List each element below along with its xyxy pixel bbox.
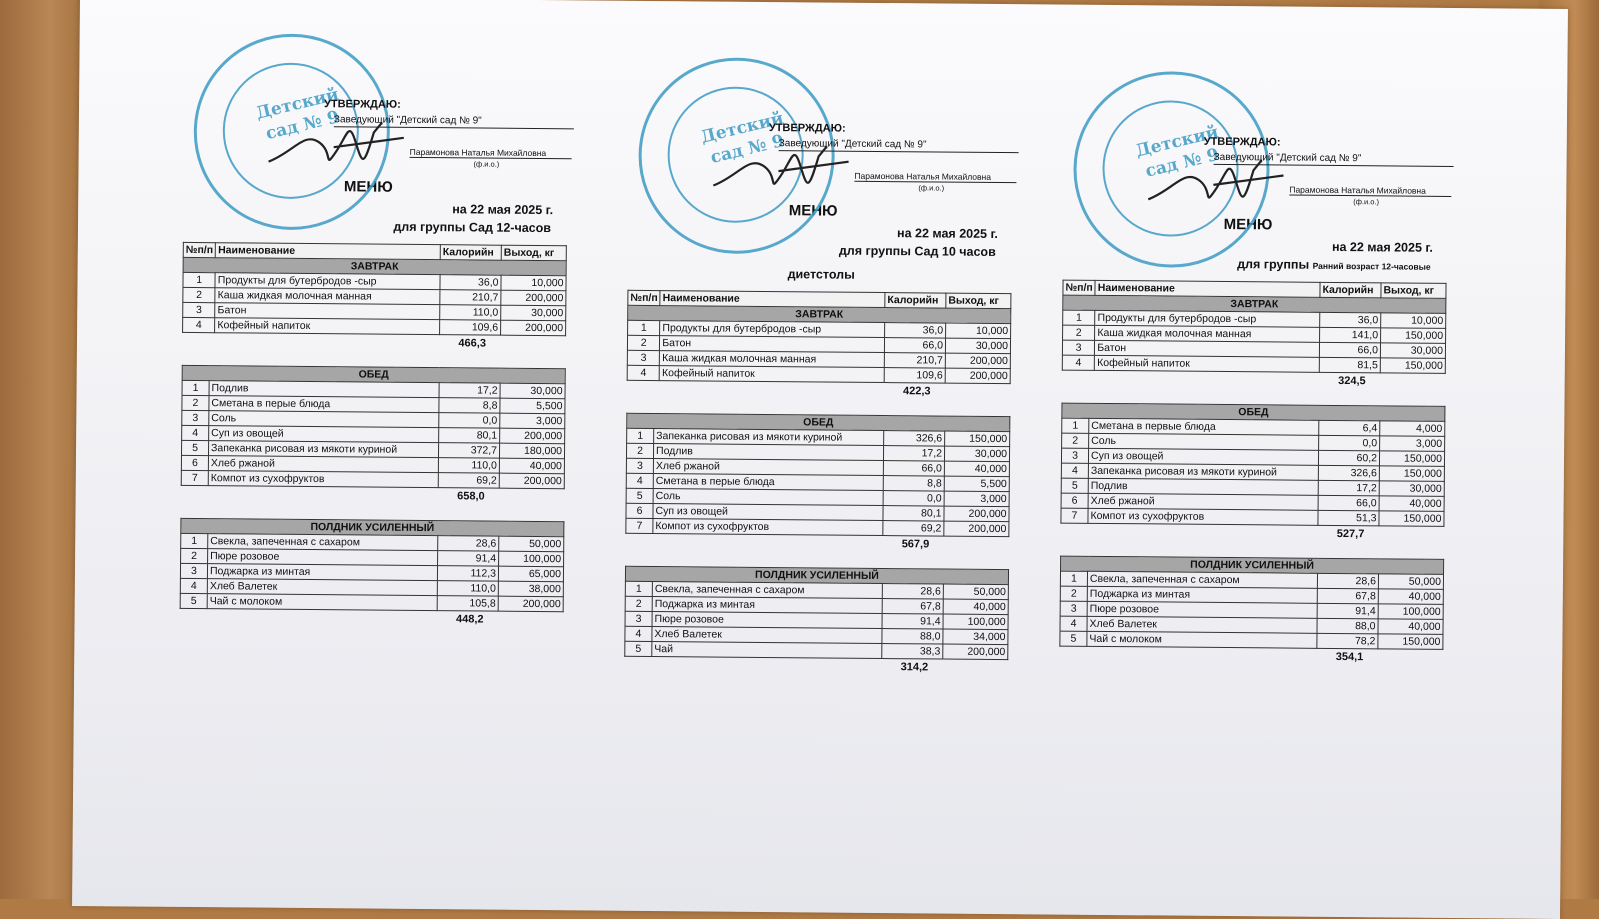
item-calories: 66,0: [1318, 495, 1379, 511]
item-name: Продукты для бутербродов -сыр: [1095, 310, 1320, 327]
col-cal-header: Калорийн: [1320, 282, 1381, 298]
item-name: Сметана в первые блюда: [1089, 418, 1319, 435]
item-calories: 110,0: [438, 458, 499, 474]
signer-name: Парамонова Наталья Михайловна: [410, 147, 572, 159]
item-name: Кофейный напиток: [659, 366, 884, 383]
signature-icon: [708, 135, 859, 196]
section-title: ПОЛДНИК УСИЛЕННЫЙ: [625, 566, 1008, 584]
section-total: 314,2: [900, 661, 929, 674]
item-output: 30,000: [1380, 343, 1445, 359]
menu-sheet: [72, 0, 1568, 919]
signature-icon: [1143, 149, 1294, 210]
item-number: 1: [625, 581, 652, 596]
item-number: 2: [625, 596, 652, 611]
group-prefix: для группы: [1237, 257, 1310, 272]
item-output: 200,000: [944, 506, 1009, 522]
item-name: Батон: [660, 336, 885, 353]
item-output: 150,000: [945, 431, 1010, 447]
item-name: Продукты для бутербродов -сыр: [215, 273, 440, 290]
item-name: Батон: [215, 303, 440, 320]
group-name: Сад 10 часов: [914, 244, 996, 260]
section-total: 658,0: [457, 490, 485, 503]
wooden-table-left: [0, 0, 84, 899]
item-number: 2: [181, 548, 208, 563]
item-output: 5,500: [944, 476, 1009, 492]
table-row: [181, 470, 564, 488]
item-calories: 66,0: [884, 338, 945, 354]
item-name: Батон: [1095, 340, 1320, 357]
item-name: Сметана в перые блюда: [209, 396, 439, 413]
item-calories: 51,3: [1318, 510, 1379, 526]
item-calories: 210,7: [884, 353, 945, 369]
item-calories: 141,0: [1320, 327, 1381, 343]
col-cal-header: Калорийн: [440, 245, 501, 261]
group-name: Ранний возраст 12-часовые: [1312, 260, 1431, 272]
item-number: 7: [181, 470, 208, 485]
item-number: 1: [1063, 310, 1095, 325]
item-name: Соль: [1089, 433, 1319, 450]
table-row: [625, 641, 1008, 659]
item-number: 2: [182, 395, 209, 410]
item-output: 30,000: [945, 338, 1010, 354]
item-number: 4: [1061, 463, 1088, 478]
item-calories: 6,4: [1319, 420, 1380, 436]
item-calories: 28,6: [882, 584, 943, 600]
menu-table-2: [1060, 403, 1445, 527]
table-row: [180, 593, 563, 611]
item-output: 40,000: [1378, 589, 1443, 605]
item-calories: 372,7: [438, 443, 499, 459]
item-output: 50,000: [943, 584, 1008, 600]
item-name: Свекла, запеченная с сахаром: [208, 534, 438, 551]
item-number: 1: [181, 533, 208, 548]
item-calories: 60,2: [1318, 450, 1379, 466]
item-name: Поджарка из минтая: [652, 597, 882, 614]
item-number: 1: [628, 320, 660, 335]
item-number: 4: [1060, 616, 1087, 631]
item-calories: 78,2: [1317, 633, 1378, 649]
col-name-header: Наименование: [660, 291, 885, 308]
approve-label: УТВЕРЖДАЮ:: [324, 98, 401, 111]
stamp-text: Детский сад № 9: [1133, 122, 1221, 182]
item-name: Соль: [653, 489, 883, 506]
section-total: 448,2: [455, 613, 484, 626]
item-number: 4: [182, 425, 209, 440]
item-calories: 67,8: [1317, 588, 1378, 604]
item-number: 6: [181, 455, 208, 470]
item-number: 1: [627, 428, 654, 443]
item-name: Свекла, запеченная с сахаром: [1087, 571, 1317, 588]
item-name: Каша жидкая молочная манная: [215, 288, 440, 305]
item-output: 38,000: [498, 581, 563, 597]
approval-header: [628, 51, 1029, 204]
item-name: Хлеб Валетек: [207, 579, 437, 596]
menu-table-3: [180, 518, 565, 612]
item-output: 200,000: [945, 368, 1010, 384]
group-name: Сад 12-часов: [468, 220, 552, 236]
item-number: 1: [1060, 571, 1087, 586]
head-label: Заведующий "Детский сад № 9": [779, 138, 1019, 153]
menu-date: на 22 мая 2025 г.: [452, 202, 554, 218]
col-out-header: Выход, кг: [1381, 283, 1446, 299]
item-number: 5: [1061, 478, 1088, 493]
col-out-header: Выход, кг: [501, 245, 566, 261]
item-number: 3: [182, 410, 209, 425]
col-name-header: Наименование: [216, 243, 441, 260]
group-subtitle: диетстолы: [787, 267, 855, 282]
col-num-header: №п/п: [183, 242, 215, 257]
item-calories: 110,0: [437, 581, 498, 597]
approve-label: УТВЕРЖДАЮ:: [768, 122, 846, 135]
item-number: 1: [1062, 418, 1089, 433]
item-number: 2: [183, 287, 215, 302]
item-output: 150,000: [1381, 328, 1446, 344]
item-number: 1: [183, 272, 215, 287]
item-output: 50,000: [499, 536, 564, 552]
item-calories: 66,0: [883, 461, 944, 477]
menu-table-2: [625, 413, 1010, 537]
item-number: 6: [1061, 493, 1088, 508]
item-number: 2: [1063, 325, 1095, 340]
item-name: Запеканка рисовая из мякоти куриной: [208, 441, 438, 458]
item-calories: 91,4: [882, 614, 943, 630]
item-name: Продукты для бутербродов -сыр: [660, 321, 885, 338]
item-calories: 36,0: [440, 275, 501, 291]
menu-table-1: [182, 242, 567, 336]
item-name: Каша жидкая молочная манная: [1095, 325, 1320, 342]
item-name: Запеканка рисовая из мякоти куриной: [654, 429, 884, 446]
col-name-header: Наименование: [1095, 280, 1320, 297]
item-calories: 91,4: [1317, 603, 1378, 619]
table-row: [1061, 508, 1444, 526]
item-output: 200,000: [945, 353, 1010, 369]
col-cal-header: Калорийн: [885, 293, 946, 309]
col-num-header: №п/п: [628, 290, 660, 305]
item-calories: 8,8: [883, 476, 944, 492]
item-number: 3: [625, 611, 652, 626]
item-output: 200,000: [943, 644, 1008, 660]
item-number: 2: [626, 443, 653, 458]
item-output: 3,000: [500, 413, 565, 429]
item-output: 200,000: [944, 521, 1009, 537]
item-output: 150,000: [1379, 466, 1444, 482]
item-name: Суп из овощей: [1088, 448, 1318, 465]
item-output: 40,000: [1378, 619, 1443, 635]
item-name: Подлив: [1088, 478, 1318, 495]
item-calories: 36,0: [1320, 312, 1381, 328]
item-output: 100,000: [1378, 604, 1443, 620]
group-prefix: для группы: [393, 219, 466, 235]
item-calories: 66,0: [1319, 342, 1380, 358]
item-number: 2: [1062, 433, 1089, 448]
item-name: Компот из сухофруктов: [1088, 508, 1318, 525]
item-output: 40,000: [943, 599, 1008, 615]
menu-table-2: [181, 365, 566, 489]
head-label: Заведующий "Детский сад № 9": [334, 114, 574, 129]
menu-column-3: [1059, 65, 1464, 664]
item-name: Чай с молоком: [1087, 631, 1317, 648]
item-name: Пюре розовое: [652, 612, 882, 629]
item-name: Кофейный напиток: [1095, 355, 1320, 372]
item-calories: 80,1: [883, 506, 944, 522]
item-calories: 36,0: [885, 323, 946, 339]
item-number: 3: [180, 563, 207, 578]
menu-column-2: [624, 51, 1029, 674]
item-calories: 69,2: [438, 473, 499, 489]
item-output: 30,000: [501, 305, 566, 321]
item-number: 4: [626, 473, 653, 488]
item-name: Подлив: [653, 444, 883, 461]
item-name: Хлеб ржаной: [208, 456, 438, 473]
item-name: Чай: [652, 642, 882, 659]
menu-title: МЕНЮ: [1223, 215, 1273, 234]
item-number: 5: [1060, 631, 1087, 646]
table-row: [1060, 631, 1443, 649]
item-number: 1: [182, 380, 209, 395]
signer-name: Парамонова Наталья Михайловна: [854, 171, 1016, 183]
stamp-text: Детский сад № 9: [698, 108, 787, 168]
item-number: 4: [180, 578, 207, 593]
menu-table-3: [624, 566, 1009, 660]
section-total: 422,3: [902, 385, 931, 398]
item-output: 10,000: [1381, 313, 1446, 329]
item-calories: 0,0: [883, 491, 944, 507]
stamp-text: Детский сад № 9: [254, 84, 342, 145]
item-number: 4: [625, 626, 652, 641]
item-name: Компот из сухофруктов: [208, 471, 438, 488]
item-output: 50,000: [1378, 574, 1443, 590]
item-calories: 326,6: [1318, 465, 1379, 481]
table-row: [626, 518, 1009, 536]
group-line: [183, 218, 583, 235]
item-name: Поджарка из минтая: [207, 564, 437, 581]
item-output: 10,000: [501, 275, 566, 291]
item-output: 3,000: [944, 491, 1009, 507]
item-number: 5: [181, 440, 208, 455]
item-name: Соль: [209, 411, 439, 428]
item-name: Хлеб Валетек: [1087, 616, 1317, 633]
section-title: ЗАВТРАК: [628, 305, 1011, 323]
item-calories: 109,6: [884, 368, 945, 384]
menu-date: на 22 мая 2025 г.: [897, 226, 999, 242]
section-title: ОБЕД: [182, 365, 565, 383]
item-number: 7: [626, 518, 653, 533]
item-calories: 210,7: [440, 290, 501, 306]
item-output: 100,000: [499, 551, 564, 567]
item-calories: 8,8: [439, 398, 500, 414]
item-calories: 38,3: [882, 644, 943, 660]
item-number: 2: [1060, 586, 1087, 601]
item-name: Компот из сухофруктов: [653, 519, 883, 536]
item-calories: 17,2: [439, 383, 500, 399]
item-name: Запеканка рисовая из мякоти куриной: [1088, 463, 1318, 480]
item-name: Пюре розовое: [208, 549, 438, 566]
item-number: 4: [627, 365, 659, 380]
col-num-header: №п/п: [1063, 280, 1095, 295]
menu-table-3: [1059, 556, 1444, 650]
item-name: Хлеб Валетек: [652, 627, 882, 644]
item-number: 3: [1061, 448, 1088, 463]
item-number: 3: [1060, 601, 1087, 616]
item-number: 5: [626, 488, 653, 503]
signature-icon: [263, 112, 414, 173]
item-output: 40,000: [499, 458, 564, 474]
item-output: 150,000: [1378, 634, 1443, 650]
fio-label: (ф.и.о.): [918, 183, 945, 193]
item-number: 7: [1061, 508, 1088, 523]
section-total: 354,1: [1335, 650, 1364, 664]
section-total: 466,3: [458, 337, 487, 350]
item-name: Пюре розовое: [1087, 601, 1317, 618]
group-line: [1063, 256, 1463, 273]
item-calories: 17,2: [883, 446, 944, 462]
signer-name: Парамонова Наталья Михайловна: [1289, 185, 1451, 197]
item-name: Подлив: [209, 381, 439, 398]
item-output: 150,000: [1379, 511, 1444, 527]
item-calories: 110,0: [440, 305, 501, 321]
item-calories: 112,3: [437, 566, 498, 582]
item-number: 3: [626, 458, 653, 473]
col-out-header: Выход, кг: [946, 293, 1011, 309]
item-output: 200,000: [501, 320, 566, 336]
fio-label: (ф.и.о.): [473, 159, 500, 169]
item-calories: 105,8: [437, 596, 498, 612]
item-name: Свекла, запеченная с сахаром: [652, 582, 882, 599]
item-calories: 17,2: [1318, 480, 1379, 496]
item-name: Хлеб ржаной: [1088, 493, 1318, 510]
item-name: Каша жидкая молочная манная: [660, 351, 885, 368]
item-output: 4,000: [1380, 421, 1445, 437]
item-name: Чай с молоком: [207, 594, 437, 611]
item-name: Хлеб ржаной: [653, 459, 883, 476]
table-row: [627, 365, 1010, 383]
item-name: Поджарка из минтая: [1087, 586, 1317, 603]
item-name: Суп из овощей: [653, 504, 883, 521]
menu-table-1: [627, 290, 1012, 384]
item-output: 200,000: [498, 596, 563, 612]
item-output: 200,000: [501, 290, 566, 306]
item-calories: 0,0: [1319, 435, 1380, 451]
item-output: 34,000: [943, 629, 1008, 645]
item-calories: 81,5: [1319, 357, 1380, 373]
table-row: [1062, 355, 1445, 373]
item-calories: 28,6: [438, 536, 499, 552]
item-calories: 67,8: [882, 599, 943, 615]
group-line: [628, 242, 1028, 259]
item-calories: 88,0: [882, 629, 943, 645]
item-name: Суп из овощей: [209, 426, 439, 443]
item-calories: 28,6: [1317, 573, 1378, 589]
item-output: 30,000: [944, 446, 1009, 462]
menu-table-1: [1062, 280, 1447, 374]
section-title: ОБЕД: [1062, 403, 1445, 421]
head-label: Заведующий "Детский сад № 9": [1214, 152, 1454, 167]
menu-title: МЕНЮ: [788, 202, 838, 220]
item-number: 2: [627, 335, 659, 350]
item-calories: 109,6: [440, 320, 501, 336]
item-calories: 69,2: [883, 521, 944, 537]
item-calories: 326,6: [884, 431, 945, 447]
menu-tables: [1059, 280, 1462, 664]
section-title: ПОЛДНИК УСИЛЕННЫЙ: [1061, 556, 1444, 574]
menu-tables: [624, 290, 1027, 674]
item-output: 65,000: [498, 566, 563, 582]
item-name: Кофейный напиток: [215, 318, 440, 335]
item-output: 40,000: [944, 461, 1009, 477]
section-title: ЗАВТРАК: [1063, 295, 1446, 313]
section-total: 324,5: [1338, 374, 1366, 388]
item-output: 30,000: [1379, 481, 1444, 497]
item-output: 5,500: [500, 398, 565, 414]
item-number: 5: [180, 593, 207, 608]
item-number: 3: [627, 350, 659, 365]
item-output: 200,000: [500, 428, 565, 444]
approve-label: УТВЕРЖДАЮ:: [1203, 135, 1281, 149]
item-number: 3: [1062, 340, 1094, 355]
menu-column-1: [180, 27, 585, 626]
item-number: 4: [1062, 355, 1094, 370]
item-number: 4: [183, 317, 215, 332]
fio-label: (ф.и.о.): [1353, 197, 1380, 207]
item-output: 30,000: [500, 383, 565, 399]
table-row: [183, 317, 566, 335]
item-output: 180,000: [499, 443, 564, 459]
section-title: ЗАВТРАК: [183, 257, 566, 275]
item-output: 40,000: [1379, 496, 1444, 512]
item-output: 100,000: [943, 614, 1008, 630]
menu-date: на 22 мая 2025 г.: [1331, 239, 1433, 255]
item-number: 3: [183, 302, 215, 317]
item-output: 3,000: [1380, 436, 1445, 452]
item-output: 200,000: [499, 473, 564, 489]
item-calories: 0,0: [439, 413, 500, 429]
item-output: 10,000: [946, 323, 1011, 339]
menu-title: МЕНЮ: [343, 178, 393, 196]
section-total: 567,9: [901, 538, 930, 551]
item-name: Сметана в перые блюда: [653, 474, 883, 491]
section-title: ОБЕД: [627, 413, 1010, 431]
item-output: 150,000: [1379, 451, 1444, 467]
section-total: 527,7: [1336, 527, 1365, 541]
approval-header: [183, 27, 584, 180]
section-title: ПОЛДНИК УСИЛЕННЫЙ: [181, 518, 564, 536]
item-output: 150,000: [1380, 358, 1445, 374]
item-calories: 80,1: [439, 428, 500, 444]
group-prefix: для группы: [838, 243, 911, 259]
item-calories: 91,4: [438, 551, 499, 567]
menu-tables: [180, 242, 583, 626]
item-calories: 88,0: [1317, 618, 1378, 634]
approval-header: [1063, 65, 1464, 218]
item-number: 5: [625, 641, 652, 656]
item-number: 6: [626, 503, 653, 518]
